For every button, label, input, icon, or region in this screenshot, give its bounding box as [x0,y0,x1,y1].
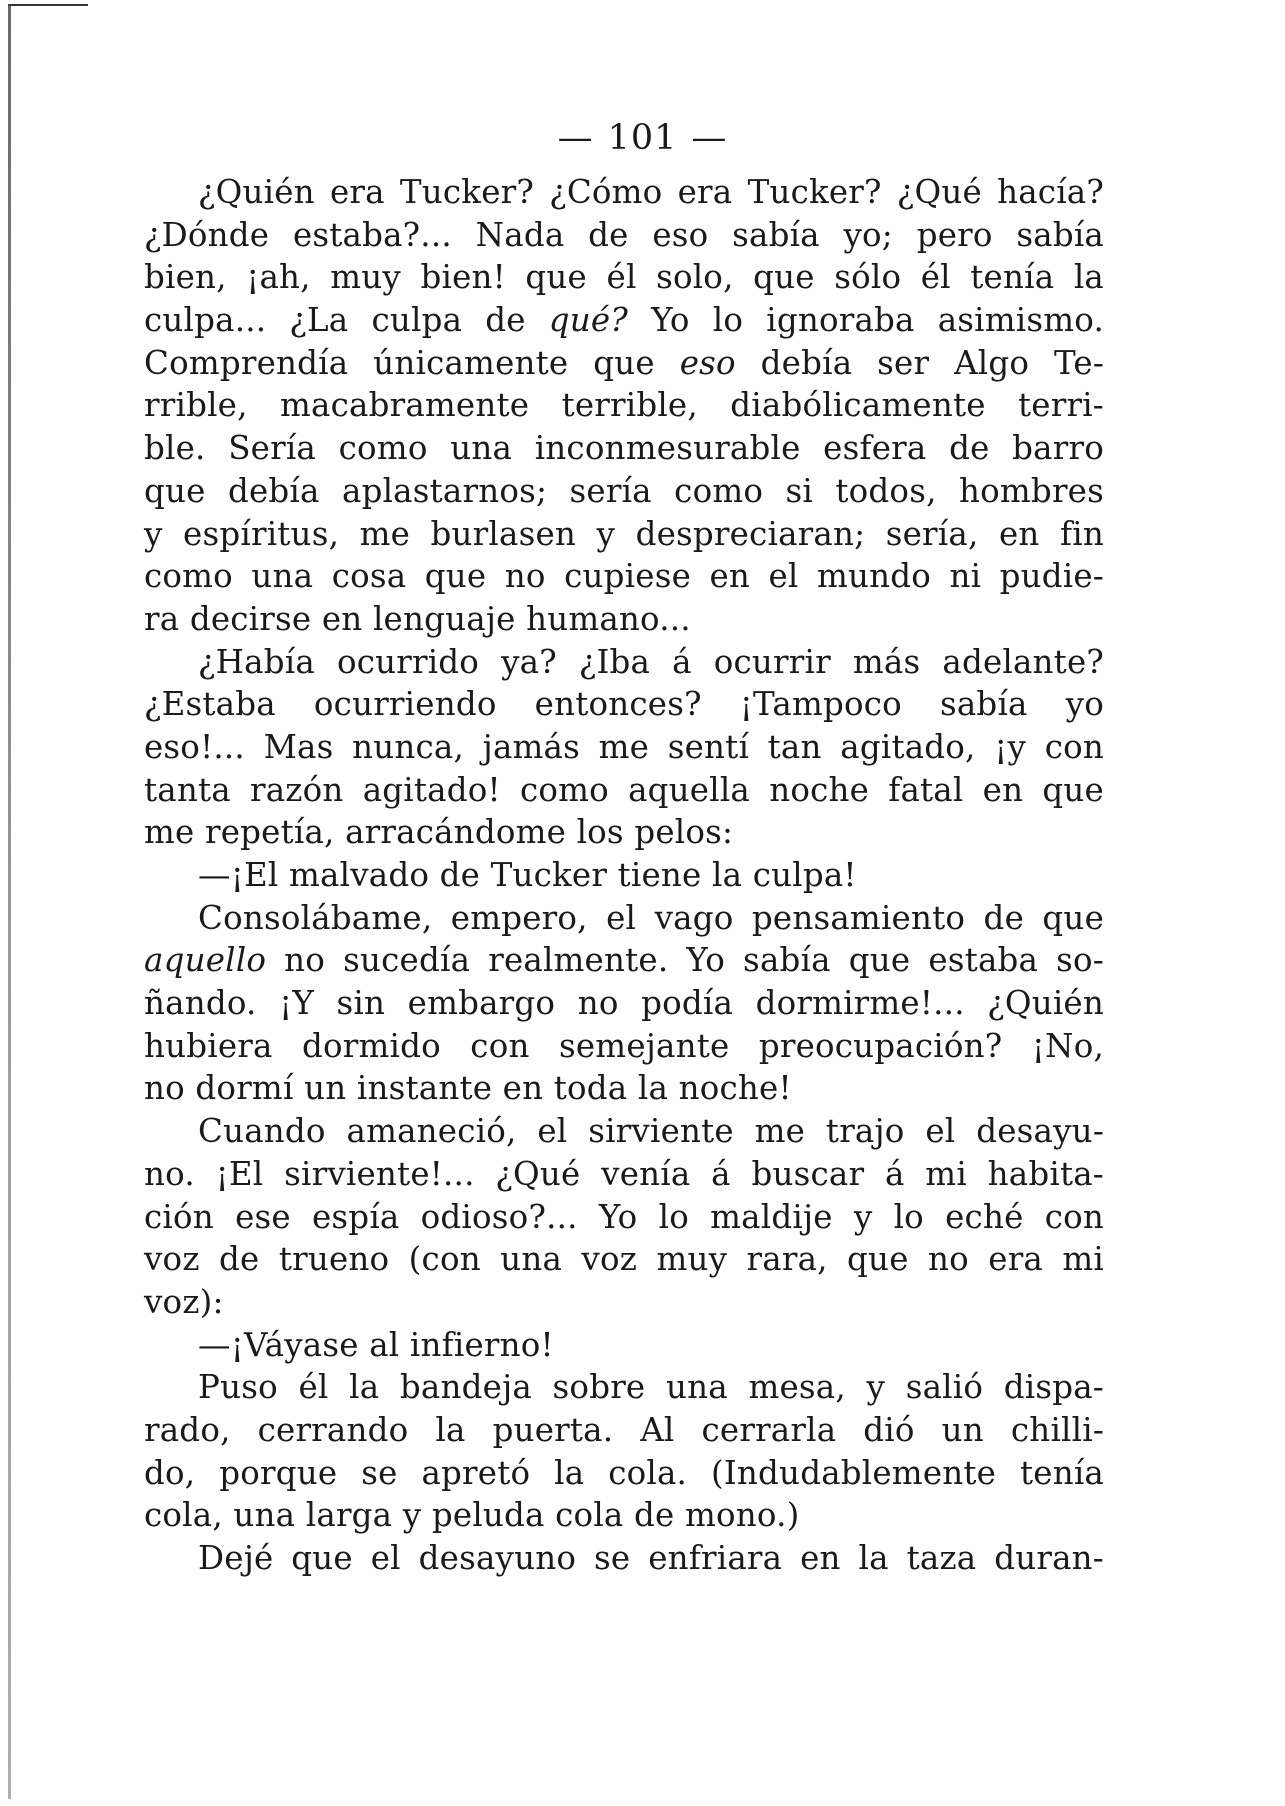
text-line: Cuando amaneció, el sirviente me trajo el desayu- [198,1112,1104,1151]
text-line: que debía aplastarnos; sería como si todos, hombres [144,471,1104,510]
italic-word: aquello [144,941,267,980]
page-number: 101 [607,118,678,158]
text-segment: debía ser Algo Te- [735,343,1104,382]
text-line: cola, una larga y peluda cola de mono.) [144,1496,800,1535]
text-line: no. ¡El sirviente!... ¿Qué venía á buscar á mi habita- [144,1154,1104,1193]
dialog-line: —¡Váyase al infierno! [198,1325,554,1364]
italic-word: eso [679,343,736,382]
page-corner-mark [8,4,88,6]
text-segment: culpa... ¿La culpa de [144,301,549,340]
text-line: voz de trueno (con una voz muy rara, que no era mi [144,1240,1104,1279]
text-line: bien, ¡ah, muy bien! que él solo, que sólo él tenía la [144,258,1104,297]
text-line: Dejé que el desayuno se enfriara en la taza duran- [198,1539,1104,1577]
text-line: y espíritus, me burlasen y despreciaran; sería, en fin [144,514,1104,553]
text-line: Consolábame, empero, el vago pensamiento de que [198,898,1104,937]
text-line: rado, cerrando la puerta. Al cerrarla dió un chilli- [144,1410,1104,1449]
text-line: ¿Había ocurrido ya? ¿Iba á ocurrir más adelante? [198,642,1104,681]
text-line: no dormí un instante en toda la noche! [144,1069,792,1108]
text-segment: Comprendía únicamente que [144,343,680,382]
text-line: Puso él la bandeja sobre una mesa, y salió dispa- [198,1368,1104,1407]
text-line: ra decirse en lenguaje humano... [144,599,691,638]
text-line: como una cosa que no cupiese en el mundo ni pudie- [144,557,1104,596]
text-line: voz): [144,1282,224,1321]
text-segment: Yo lo ignoraba asimismo. [628,301,1104,340]
page-edge-shadow [8,4,11,1799]
text-line: tanta razón agitado! como aquella noche fatal en que [144,770,1104,809]
text-line: ¿Quién era Tucker? ¿Cómo era Tucker? ¿Qué hacía? [198,173,1104,211]
text-line [144,939,1104,982]
text-line: ble. Sería como una inconmesurable esfera de barro [144,429,1104,468]
page-header [0,118,1285,158]
header-dash-left: — [557,118,594,158]
text-line: ¿Dónde estaba?... Nada de eso sabía yo; pero sabía [144,215,1104,254]
body-text [144,171,1104,1580]
text-line: eso!... Mas nunca, jamás me sentí tan agitado, ¡y con [144,727,1104,766]
text-line [144,342,1104,385]
text-line: rrible, macabramente terrible, diabólicamente terri- [144,386,1104,425]
italic-word: qué? [548,301,628,340]
text-line: hubiera dormido con semejante preocupación? ¡No, [144,1026,1104,1065]
text-line: do, porque se apretó la cola. (Indudablemente tenía [144,1453,1104,1492]
text-line: ción ese espía odioso?... Yo lo maldije y lo eché con [144,1197,1104,1236]
text-line: ñando. ¡Y sin embargo no podía dormirme!... ¿Quién [144,984,1104,1023]
text-segment: no sucedía realmente. Yo sabía que estaba so- [266,941,1104,980]
text-line [144,299,1104,342]
dialog-line: —¡El malvado de Tucker tiene la culpa! [198,856,857,894]
header-dash-right: — [691,118,728,158]
text-line: ¿Estaba ocurriendo entonces? ¡Tampoco sabía yo [144,685,1104,724]
text-line: me repetía, arracándome los pelos: [144,813,734,852]
